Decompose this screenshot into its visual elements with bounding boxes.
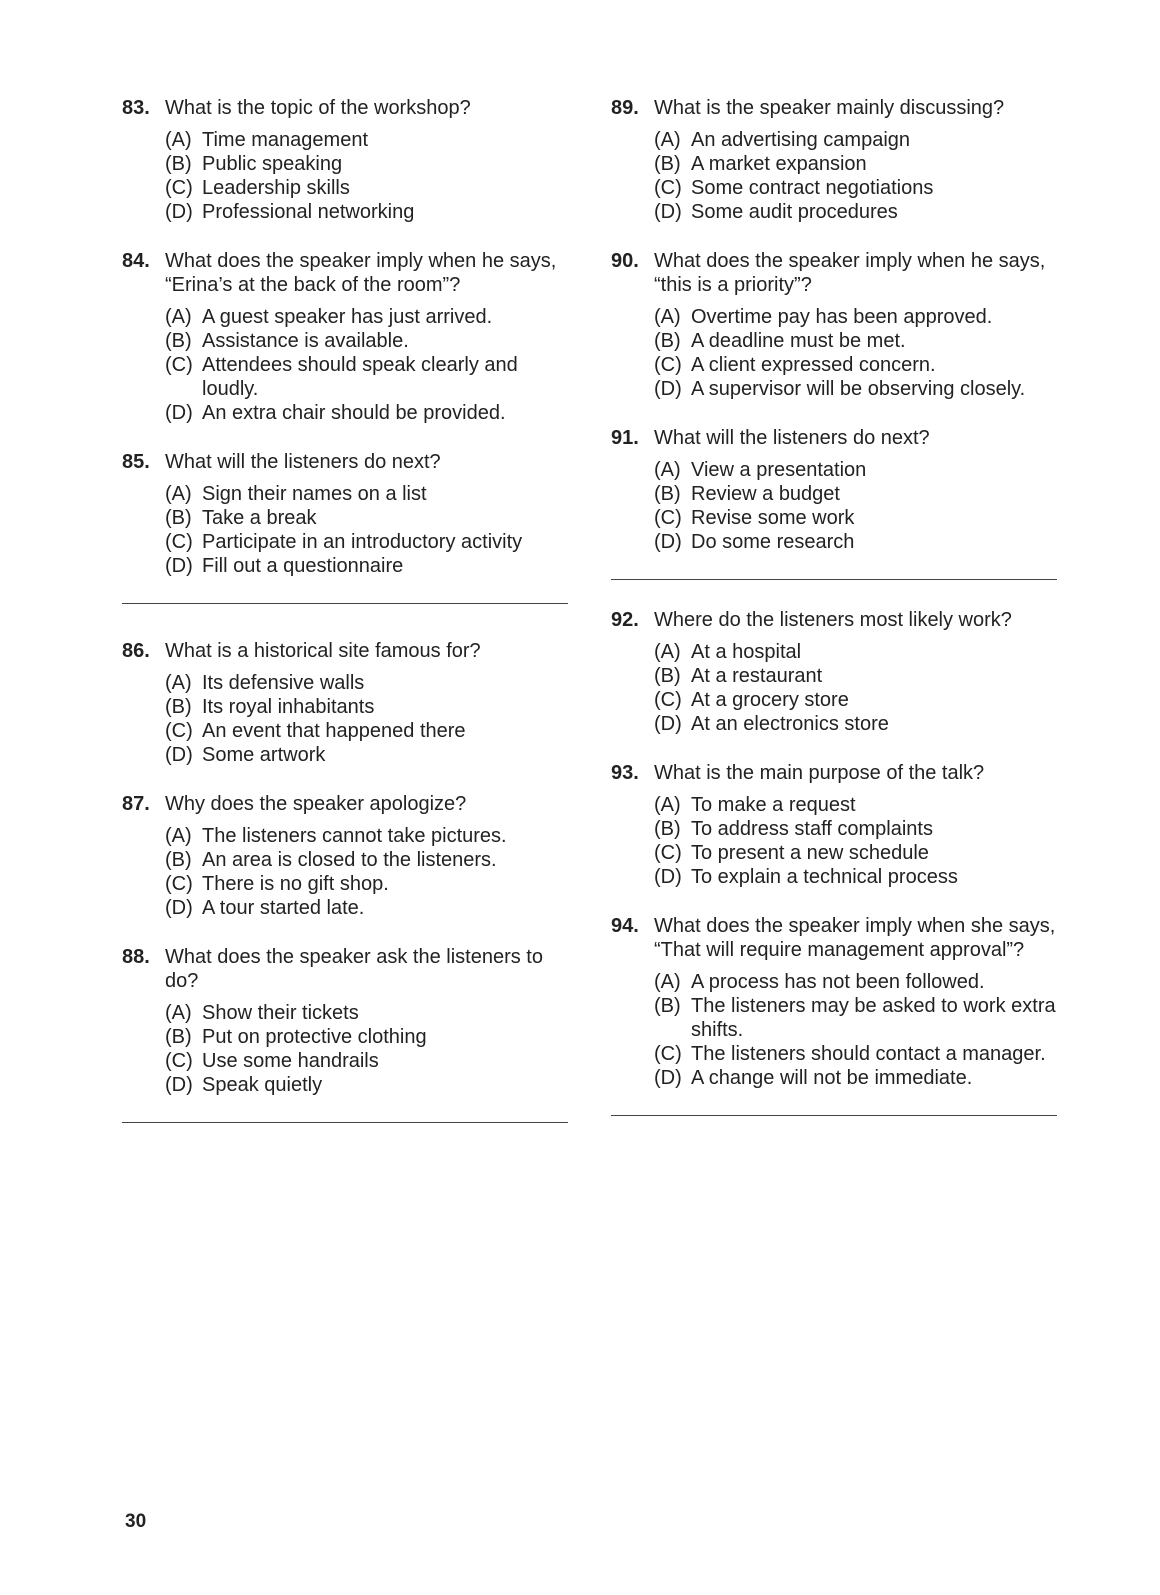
option-d bbox=[654, 530, 1063, 554]
option-label: (D) bbox=[165, 1074, 193, 1096]
option-label: (A) bbox=[165, 1002, 192, 1024]
option-label: (C) bbox=[165, 873, 193, 895]
option-d bbox=[165, 554, 574, 578]
right-column bbox=[611, 96, 1063, 1141]
option-label: (A) bbox=[654, 459, 681, 481]
option-d bbox=[654, 200, 1063, 224]
option-label: (A) bbox=[165, 483, 192, 505]
answer-options bbox=[654, 640, 1063, 736]
option-b bbox=[165, 506, 574, 530]
option-c bbox=[165, 872, 574, 896]
option-text: Use some handrails bbox=[202, 1050, 379, 1072]
option-a bbox=[165, 824, 574, 848]
option-label: (D) bbox=[165, 744, 193, 766]
option-c bbox=[654, 688, 1063, 712]
option-b bbox=[654, 994, 1063, 1042]
answer-options bbox=[165, 305, 574, 425]
option-c bbox=[654, 1042, 1063, 1066]
option-text: A market expansion bbox=[691, 153, 867, 175]
question-text: What does the speaker ask the listeners to do? bbox=[165, 946, 543, 992]
option-label: (A) bbox=[654, 306, 681, 328]
option-d bbox=[165, 200, 574, 224]
option-text: Leadership skills bbox=[202, 177, 350, 199]
option-a bbox=[165, 482, 574, 506]
question-84 bbox=[122, 249, 574, 425]
option-text: The listeners may be asked to work extra shifts. bbox=[691, 995, 1056, 1041]
left-column bbox=[122, 96, 574, 1158]
question-text: What is the main purpose of the talk? bbox=[654, 762, 985, 784]
option-text: Speak quietly bbox=[202, 1074, 323, 1096]
option-c bbox=[654, 841, 1063, 865]
option-b bbox=[654, 152, 1063, 176]
option-text: An event that happened there bbox=[202, 720, 466, 742]
option-label: (D) bbox=[165, 402, 193, 424]
option-text: At a restaurant bbox=[691, 665, 823, 687]
option-c bbox=[654, 506, 1063, 530]
question-number: 84. bbox=[122, 250, 150, 272]
option-text: An area is closed to the listeners. bbox=[202, 849, 497, 871]
question-text: What is the topic of the workshop? bbox=[165, 97, 471, 119]
option-text: Public speaking bbox=[202, 153, 343, 175]
question-number: 93. bbox=[611, 762, 639, 784]
option-a bbox=[165, 128, 574, 152]
option-label: (A) bbox=[654, 641, 681, 663]
question-number: 88. bbox=[122, 946, 150, 968]
option-text: A process has not been followed. bbox=[691, 971, 985, 993]
answer-options bbox=[165, 128, 574, 224]
answer-options bbox=[165, 824, 574, 920]
option-text: Assistance is available. bbox=[202, 330, 409, 352]
option-label: (B) bbox=[654, 483, 681, 505]
option-label: (B) bbox=[654, 995, 681, 1017]
option-label: (B) bbox=[654, 818, 681, 840]
option-label: (D) bbox=[654, 713, 682, 735]
option-text: There is no gift shop. bbox=[202, 873, 389, 895]
question-number: 83. bbox=[122, 97, 150, 119]
option-label: (D) bbox=[654, 531, 682, 553]
section-divider bbox=[122, 603, 568, 604]
option-label: (B) bbox=[165, 153, 192, 175]
answer-options bbox=[654, 970, 1063, 1090]
option-b bbox=[654, 664, 1063, 688]
option-label: (C) bbox=[654, 507, 682, 529]
option-label: (C) bbox=[654, 354, 682, 376]
page-number: 30 bbox=[125, 1511, 147, 1532]
option-text: A supervisor will be observing closely. bbox=[691, 378, 1026, 400]
answer-options bbox=[165, 1001, 574, 1097]
question-text: Why does the speaker apologize? bbox=[165, 793, 467, 815]
option-label: (B) bbox=[654, 665, 681, 687]
option-text: To address staff complaints bbox=[691, 818, 933, 840]
option-text: Show their tickets bbox=[202, 1002, 359, 1024]
option-b bbox=[165, 848, 574, 872]
option-a bbox=[654, 793, 1063, 817]
option-label: (D) bbox=[654, 378, 682, 400]
option-text: A guest speaker has just arrived. bbox=[202, 306, 493, 328]
question-number: 89. bbox=[611, 97, 639, 119]
answer-options bbox=[654, 793, 1063, 889]
option-a bbox=[165, 305, 574, 329]
option-label: (D) bbox=[165, 555, 193, 577]
question-number: 90. bbox=[611, 250, 639, 272]
option-text: Overtime pay has been approved. bbox=[691, 306, 993, 328]
option-label: (A) bbox=[165, 672, 192, 694]
option-d bbox=[654, 865, 1063, 889]
option-label: (D) bbox=[165, 201, 193, 223]
question-85 bbox=[122, 450, 574, 578]
question-number: 87. bbox=[122, 793, 150, 815]
question-number: 91. bbox=[611, 427, 639, 449]
answer-options bbox=[654, 128, 1063, 224]
option-label: (C) bbox=[654, 842, 682, 864]
question-number: 86. bbox=[122, 640, 150, 662]
section-divider bbox=[122, 1122, 568, 1123]
option-d bbox=[165, 896, 574, 920]
option-label: (B) bbox=[654, 330, 681, 352]
option-c bbox=[654, 353, 1063, 377]
option-label: (A) bbox=[654, 971, 681, 993]
question-text: What does the speaker imply when he says, “this is a priority”? bbox=[654, 250, 1046, 296]
option-text: Do some research bbox=[691, 531, 855, 553]
answer-options bbox=[654, 305, 1063, 401]
option-d bbox=[165, 401, 574, 425]
option-text: Professional networking bbox=[202, 201, 415, 223]
option-text: A tour started late. bbox=[202, 897, 365, 919]
question-92 bbox=[611, 608, 1063, 736]
option-a bbox=[654, 970, 1063, 994]
option-b bbox=[165, 695, 574, 719]
option-label: (A) bbox=[165, 306, 192, 328]
option-text: Some artwork bbox=[202, 744, 326, 766]
option-label: (B) bbox=[165, 696, 192, 718]
question-number: 94. bbox=[611, 915, 639, 937]
option-b bbox=[654, 482, 1063, 506]
option-b bbox=[165, 1025, 574, 1049]
option-label: (A) bbox=[165, 129, 192, 151]
question-text: What will the listeners do next? bbox=[654, 427, 930, 449]
question-93 bbox=[611, 761, 1063, 889]
question-90 bbox=[611, 249, 1063, 401]
option-text: At an electronics store bbox=[691, 713, 889, 735]
option-b bbox=[165, 152, 574, 176]
option-label: (D) bbox=[654, 201, 682, 223]
option-a bbox=[654, 458, 1063, 482]
option-label: (C) bbox=[165, 720, 193, 742]
section-divider bbox=[611, 579, 1057, 580]
option-text: An extra chair should be provided. bbox=[202, 402, 506, 424]
option-text: An advertising campaign bbox=[691, 129, 911, 151]
option-text: View a presentation bbox=[691, 459, 867, 481]
question-86 bbox=[122, 639, 574, 767]
option-label: (C) bbox=[165, 354, 193, 376]
option-label: (B) bbox=[165, 849, 192, 871]
option-text: At a hospital bbox=[691, 641, 802, 663]
question-91 bbox=[611, 426, 1063, 554]
option-text: Take a break bbox=[202, 507, 317, 529]
option-label: (C) bbox=[654, 177, 682, 199]
option-text: Some audit procedures bbox=[691, 201, 898, 223]
option-a bbox=[165, 1001, 574, 1025]
option-b bbox=[654, 817, 1063, 841]
option-text: Sign their names on a list bbox=[202, 483, 427, 505]
section-divider bbox=[611, 1115, 1057, 1116]
option-d bbox=[165, 1073, 574, 1097]
option-text: A client expressed concern. bbox=[691, 354, 936, 376]
option-a bbox=[165, 671, 574, 695]
option-text: Fill out a questionnaire bbox=[202, 555, 404, 577]
option-label: (B) bbox=[165, 1026, 192, 1048]
question-number: 92. bbox=[611, 609, 639, 631]
question-text: What does the speaker imply when she says, “That will require management approval”? bbox=[654, 915, 1056, 961]
question-text: What is a historical site famous for? bbox=[165, 640, 481, 662]
option-b bbox=[165, 329, 574, 353]
question-number: 85. bbox=[122, 451, 150, 473]
option-a bbox=[654, 128, 1063, 152]
option-text: Attendees should speak clearly and loudly. bbox=[202, 354, 518, 400]
option-label: (C) bbox=[654, 689, 682, 711]
option-d bbox=[654, 377, 1063, 401]
question-87 bbox=[122, 792, 574, 920]
option-c bbox=[165, 353, 574, 401]
question-88 bbox=[122, 945, 574, 1097]
option-text: Its royal inhabitants bbox=[202, 696, 375, 718]
option-text: To make a request bbox=[691, 794, 856, 816]
question-text: Where do the listeners most likely work? bbox=[654, 609, 1012, 631]
option-text: Review a budget bbox=[691, 483, 840, 505]
option-text: Revise some work bbox=[691, 507, 855, 529]
option-text: At a grocery store bbox=[691, 689, 849, 711]
option-text: Some contract negotiations bbox=[691, 177, 934, 199]
option-label: (C) bbox=[654, 1043, 682, 1065]
option-c bbox=[654, 176, 1063, 200]
question-83 bbox=[122, 96, 574, 224]
option-d bbox=[165, 743, 574, 767]
option-text: A change will not be immediate. bbox=[691, 1067, 973, 1089]
option-label: (C) bbox=[165, 177, 193, 199]
option-label: (B) bbox=[165, 507, 192, 529]
option-label: (A) bbox=[165, 825, 192, 847]
option-d bbox=[654, 1066, 1063, 1090]
option-c bbox=[165, 530, 574, 554]
option-d bbox=[654, 712, 1063, 736]
option-text: Put on protective clothing bbox=[202, 1026, 427, 1048]
question-94 bbox=[611, 914, 1063, 1090]
option-text: Participate in an introductory activity bbox=[202, 531, 523, 553]
option-a bbox=[654, 640, 1063, 664]
option-a bbox=[654, 305, 1063, 329]
answer-options bbox=[165, 482, 574, 578]
option-text: The listeners should contact a manager. bbox=[691, 1043, 1046, 1065]
question-text: What will the listeners do next? bbox=[165, 451, 441, 473]
question-text: What does the speaker imply when he says, “Erina’s at the back of the room”? bbox=[165, 250, 557, 296]
option-text: To explain a technical process bbox=[691, 866, 958, 888]
option-label: (B) bbox=[654, 153, 681, 175]
answer-options bbox=[165, 671, 574, 767]
option-c bbox=[165, 719, 574, 743]
option-b bbox=[654, 329, 1063, 353]
option-c bbox=[165, 176, 574, 200]
option-label: (D) bbox=[654, 1067, 682, 1089]
option-label: (D) bbox=[654, 866, 682, 888]
option-label: (C) bbox=[165, 531, 193, 553]
option-label: (B) bbox=[165, 330, 192, 352]
option-c bbox=[165, 1049, 574, 1073]
option-text: Its defensive walls bbox=[202, 672, 365, 694]
option-label: (C) bbox=[165, 1050, 193, 1072]
answer-options bbox=[654, 458, 1063, 554]
option-text: The listeners cannot take pictures. bbox=[202, 825, 507, 847]
question-text: What is the speaker mainly discussing? bbox=[654, 97, 1005, 119]
option-label: (D) bbox=[165, 897, 193, 919]
option-text: To present a new schedule bbox=[691, 842, 929, 864]
option-text: A deadline must be met. bbox=[691, 330, 906, 352]
option-label: (A) bbox=[654, 129, 681, 151]
option-label: (A) bbox=[654, 794, 681, 816]
question-89 bbox=[611, 96, 1063, 224]
option-text: Time management bbox=[202, 129, 368, 151]
